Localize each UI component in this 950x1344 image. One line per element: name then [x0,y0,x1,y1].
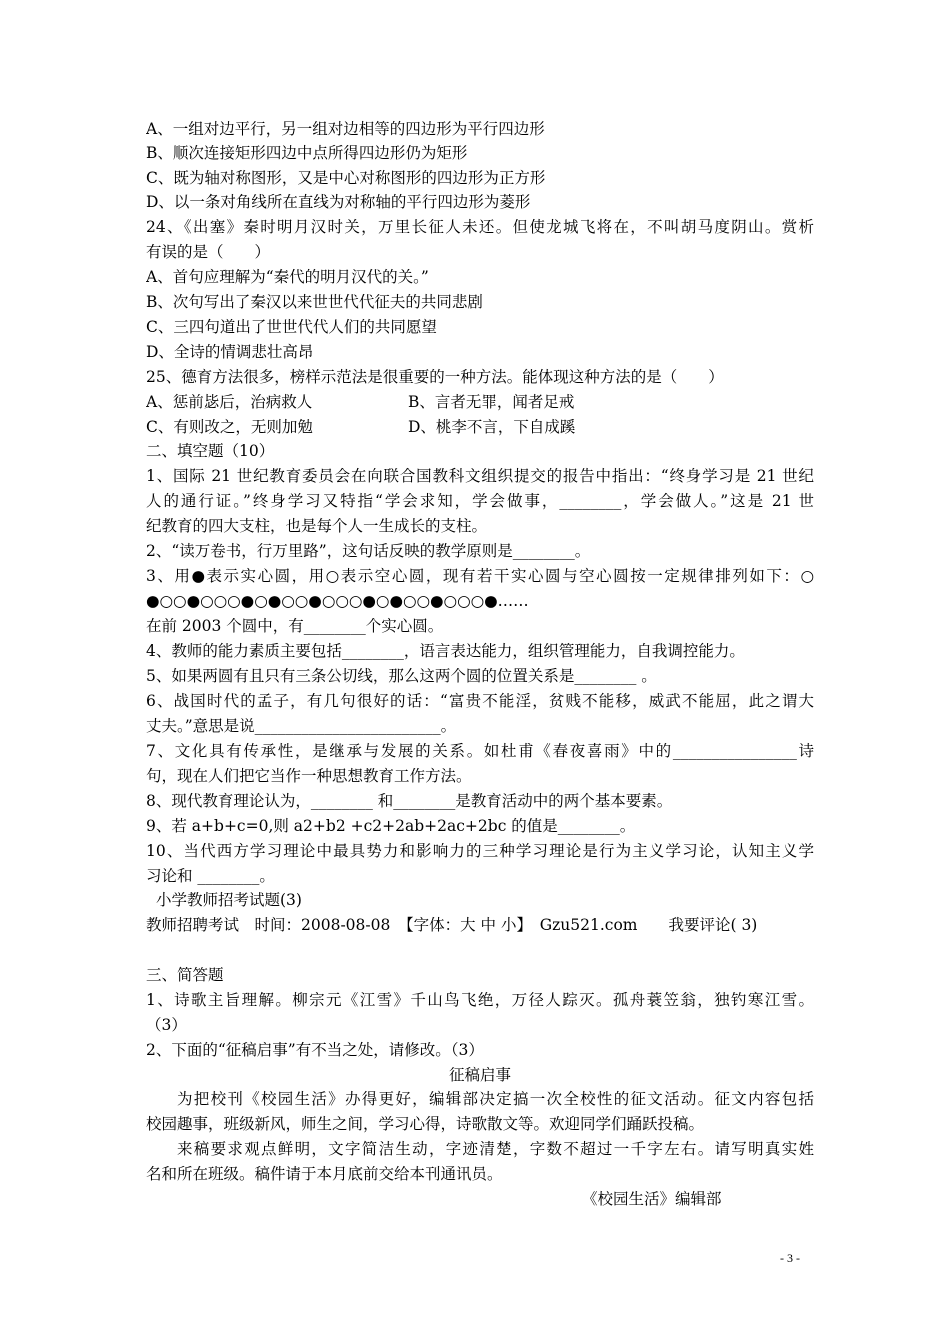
question-25: 25、德育方法很多，榜样示范法是很重要的一种方法。能体现这种方法的是（ ） [146,368,724,386]
fill-question-5: 5、如果两圆有且只有三条公切线，那么这两个圆的位置关系是________ 。 [146,667,657,685]
fill-question-10-cont: 习论和 ________。 [146,867,275,885]
fill-question-7: 7、文化具有传承性，是继承与发展的关系。如杜甫《春夜喜雨》中的________________诗 [146,742,814,760]
fill-question-2: 2、“读万卷书，行万里路”，这句话反映的教学原则是________。 [146,542,591,560]
notice-title: 征稿启事 [448,1066,511,1084]
option-b-24: B、次句写出了秦汉以来世世代代征夫的共同悲剧 [146,293,483,311]
option-d-25: D、桃李不言，下自成蹊 [408,418,576,436]
short-question-1-score: （3） [146,1016,187,1034]
options-cd-25 [146,415,814,439]
option-d-23: D、以一条对角线所在直线为对称轴的平行四边形为菱形 [146,193,531,211]
options-ab-25 [146,390,814,414]
question-24: 24、《出塞》秦时明月汉时关，万里长征人未还。但使龙城飞将在，不叫胡马度阴山。赏析 [146,218,814,236]
fill-question-4: 4、教师的能力素质主要包括________，语言表达能力，组织管理能力，自我调控能力。 [146,642,745,660]
fill-question-3: 3、用●表示实心圆，用○表示空心圆，现有若干实心圆与空心圆按一定规律排列如下：○ [146,567,814,585]
section-heading-fill: 二、填空题（10） [146,442,275,460]
notice-signature: 《校园生活》编辑部 [582,1190,722,1208]
question-24-cont: 有误的是（ ） [146,243,271,261]
fill-question-1-end: 纪教育的四大支柱，也是每个人一生成长的支柱。 [146,517,488,535]
option-d-24: D、全诗的情调悲壮高昂 [146,343,314,361]
fill-question-10: 10、当代西方学习理论中最具势力和影响力的三种学习理论是行为主义学习论，认知主义学 [146,842,814,860]
fill-question-9: 9、若 a+b+c=0,则 a2+b2 +c2+2ab+2ac+2bc 的值是________。 [146,817,636,835]
fill-question-1: 1、国际 21 世纪教育委员会在向联合国教科文组织提交的报告中指出：“终身学习是 21 世纪 [146,467,814,485]
fill-question-8: 8、现代教育理论认为，________ 和________是教育活动中的两个基本要素。 [146,792,673,810]
notice-para-1-cont: 校园趣事，班级新风，师生之间，学习心得，诗歌散文等。欢迎同学们踊跃投稿。 [146,1115,705,1133]
fill-question-3-end: 在前 2003 个圆中，有________个实心圆。 [146,617,444,635]
notice-para-1: 为把校刊《校园生活》办得更好，编辑部决定搞一次全校性的征文活动。征文内容包括 [177,1090,814,1108]
option-c-24: C、三四句道出了世世代代人们的共同愿望 [146,318,437,336]
article-meta: 教师招聘考试 时间：2008-08-08 【字体：大 中 小】 Gzu521.com 我要评论( 3) [146,916,758,934]
fill-question-6-cont: 丈夫。”意思是说________________________。 [146,717,457,735]
fill-question-7-cont: 句，现在人们把它当作一种思想教育工作方法。 [146,767,472,785]
option-b-25: B、言者无罪，闻者足戒 [408,393,575,411]
page-number: - 3 - [780,1251,800,1265]
circle-sequence: ●○○●○○○●○●○○●○○○●○●○○●○○○●…… [146,592,529,610]
option-b-23: B、顺次连接矩形四边中点所得四边形仍为矩形 [146,144,468,162]
notice-para-2: 来稿要求观点鲜明，文字简洁生动，字迹清楚，字数不超过一千字左右。请写明真实姓 [177,1140,814,1158]
article-title: 小学教师招考试题(3) [156,891,302,909]
option-a-24: A、首句应理解为“秦代的明月汉代的关。” [146,268,429,286]
fill-question-1-cont: 人的通行证。”终身学习又特指“学会求知，学会做事，________，学会做人。”这是 21 世 [146,492,814,510]
short-question-1: 1、诗歌主旨理解。柳宗元《江雪》千山鸟飞绝，万径人踪灭。孤舟蓑笠翁，独钓寒江雪。 [146,991,814,1009]
option-a-23: A、一组对边平行，另一组对边相等的四边形为平行四边形 [146,120,545,138]
short-question-2: 2、下面的“征稿启事”有不当之处，请修改。（3） [146,1041,484,1059]
section-heading-short: 三、简答题 [146,966,224,984]
option-c-25: C、有则改之，无则加勉 [146,418,313,436]
fill-question-6: 6、战国时代的孟子，有几句很好的话：“富贵不能淫，贫贱不能移，威武不能屈，此之谓大 [146,692,814,710]
notice-para-2-cont: 名和所在班级。稿件请于本月底前交给本刊通讯员。 [146,1165,503,1183]
option-a-25: A、惩前毖后，治病救人 [146,393,313,411]
option-c-23: C、既为轴对称图形，又是中心对称图形的四边形为正方形 [146,169,546,187]
